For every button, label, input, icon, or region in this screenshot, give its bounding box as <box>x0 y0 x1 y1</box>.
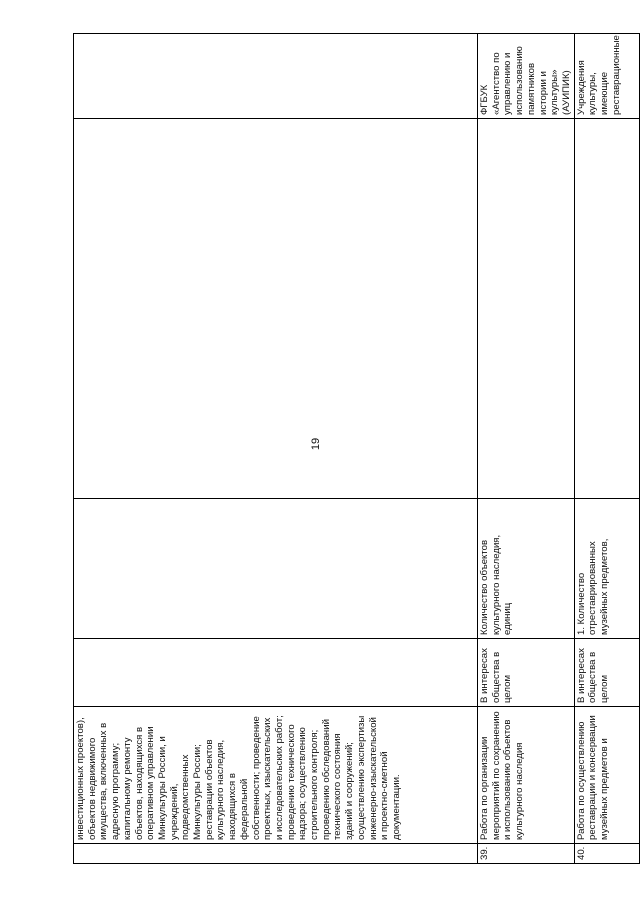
indicator-cell: 1. Количество отреставрированных музейных предметов, <box>574 499 639 639</box>
row-number-cell: 39. <box>478 844 575 864</box>
rotated-page-content <box>73 34 622 864</box>
indicator-cell <box>74 499 478 639</box>
extra-cell <box>74 119 478 499</box>
work-description-cell: Работа по организации мероприятий по сохранению и использованию объектов культурного наследия <box>478 707 575 844</box>
executor-cell: ФГБУК «Агентство по управлению и использованию памятников истории и культуры» (АУИПИК) <box>478 34 575 119</box>
executor-cell <box>74 34 478 119</box>
row-number-cell: 40. <box>574 844 639 864</box>
row-number-cell <box>74 844 478 864</box>
extra-cell <box>478 119 575 499</box>
services-table <box>73 33 640 864</box>
work-description-cell: инвестиционных проектов), объектов недвижимого имущества, включенных в адресную программу; капитальному ремонту объектов, находящихся в оперативном управлении Минкультуры России, и учреждений, подведомственных Минкультуры России; реставрации объектов культурного наследия, находящихся в федеральной собственности; проведение проектных, изыскательских и исследовательских работ; проведению технического надзора; осуществлению строительного контроля; проведению обследований технического состояния зданий и сооружений; осуществлению экспертизы инженерно-изыскательской и проектно-сметной документации. <box>74 707 478 844</box>
indicator-cell: Количество объектов культурного наследия, единиц <box>478 499 575 639</box>
interest-cell: В интересах общества в целом <box>574 639 639 707</box>
interest-cell: В интересах общества в целом <box>478 639 575 707</box>
table-row <box>574 34 639 864</box>
page-number: 19 <box>310 437 323 451</box>
interest-cell <box>74 639 478 707</box>
executor-cell: Учреждения культуры, имеющие реставрационные <box>574 34 639 119</box>
extra-cell <box>574 119 639 499</box>
table-row <box>74 34 478 864</box>
table-row <box>478 34 575 864</box>
work-description-cell: Работа по осуществлению реставрации и консервации музейных предметов и <box>574 707 639 844</box>
